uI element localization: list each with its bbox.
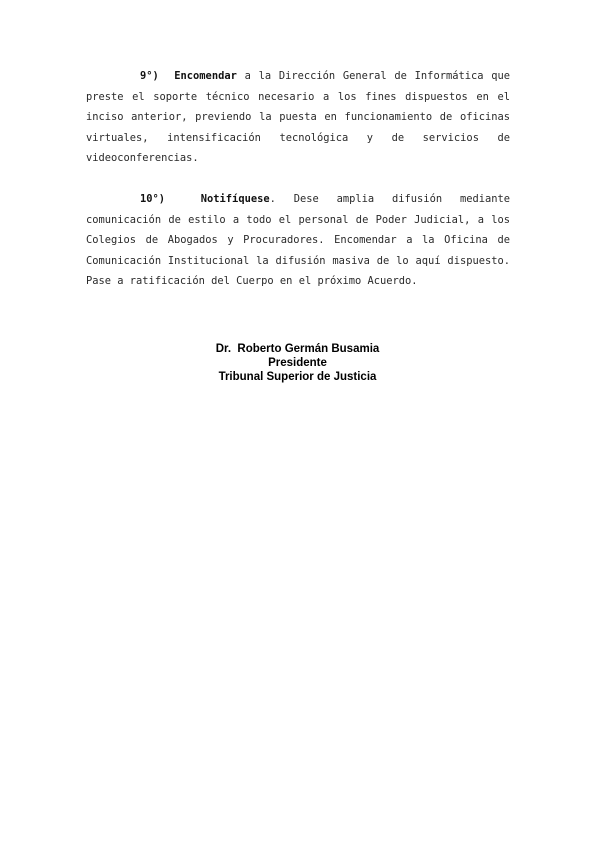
paragraph-10-body <box>86 189 510 292</box>
paragraph-9-text: a la Dirección General de Informática que preste el soporte técnico necesario a los fines dispuestos en el inciso anterior, previendo la puesta en funcionamiento de oficinas virtuales, intensificación tecnológica y de servicios de videoconferencias. <box>86 70 510 164</box>
signature-block <box>0 342 595 384</box>
paragraph-10 <box>86 189 510 292</box>
signature-institution: Tribunal Superior de Justicia <box>218 371 377 383</box>
signature-name: Dr. Roberto Germán Busamia <box>215 343 380 355</box>
signature-role: Presidente <box>268 357 327 369</box>
paragraph-10-keyword: Notifíquese <box>200 193 270 205</box>
paragraph-9 <box>86 66 510 169</box>
paragraph-9-number: 9°) <box>140 70 159 82</box>
paragraph-9-body <box>86 66 510 169</box>
paragraph-9-keyword: Encomendar <box>174 70 237 82</box>
paragraph-10-text: . Dese amplia difusión mediante comunicación de estilo a todo el personal de Poder Judicial, a los Colegios de Abogados y Procuradores. Encomendar a la Oficina de Comunicación Institucional la difusión masiva de lo aquí dispuesto. Pase a ratificación del Cuerpo en el próximo Acuerdo. <box>86 193 510 287</box>
paragraph-10-number: 10°) <box>140 193 166 205</box>
